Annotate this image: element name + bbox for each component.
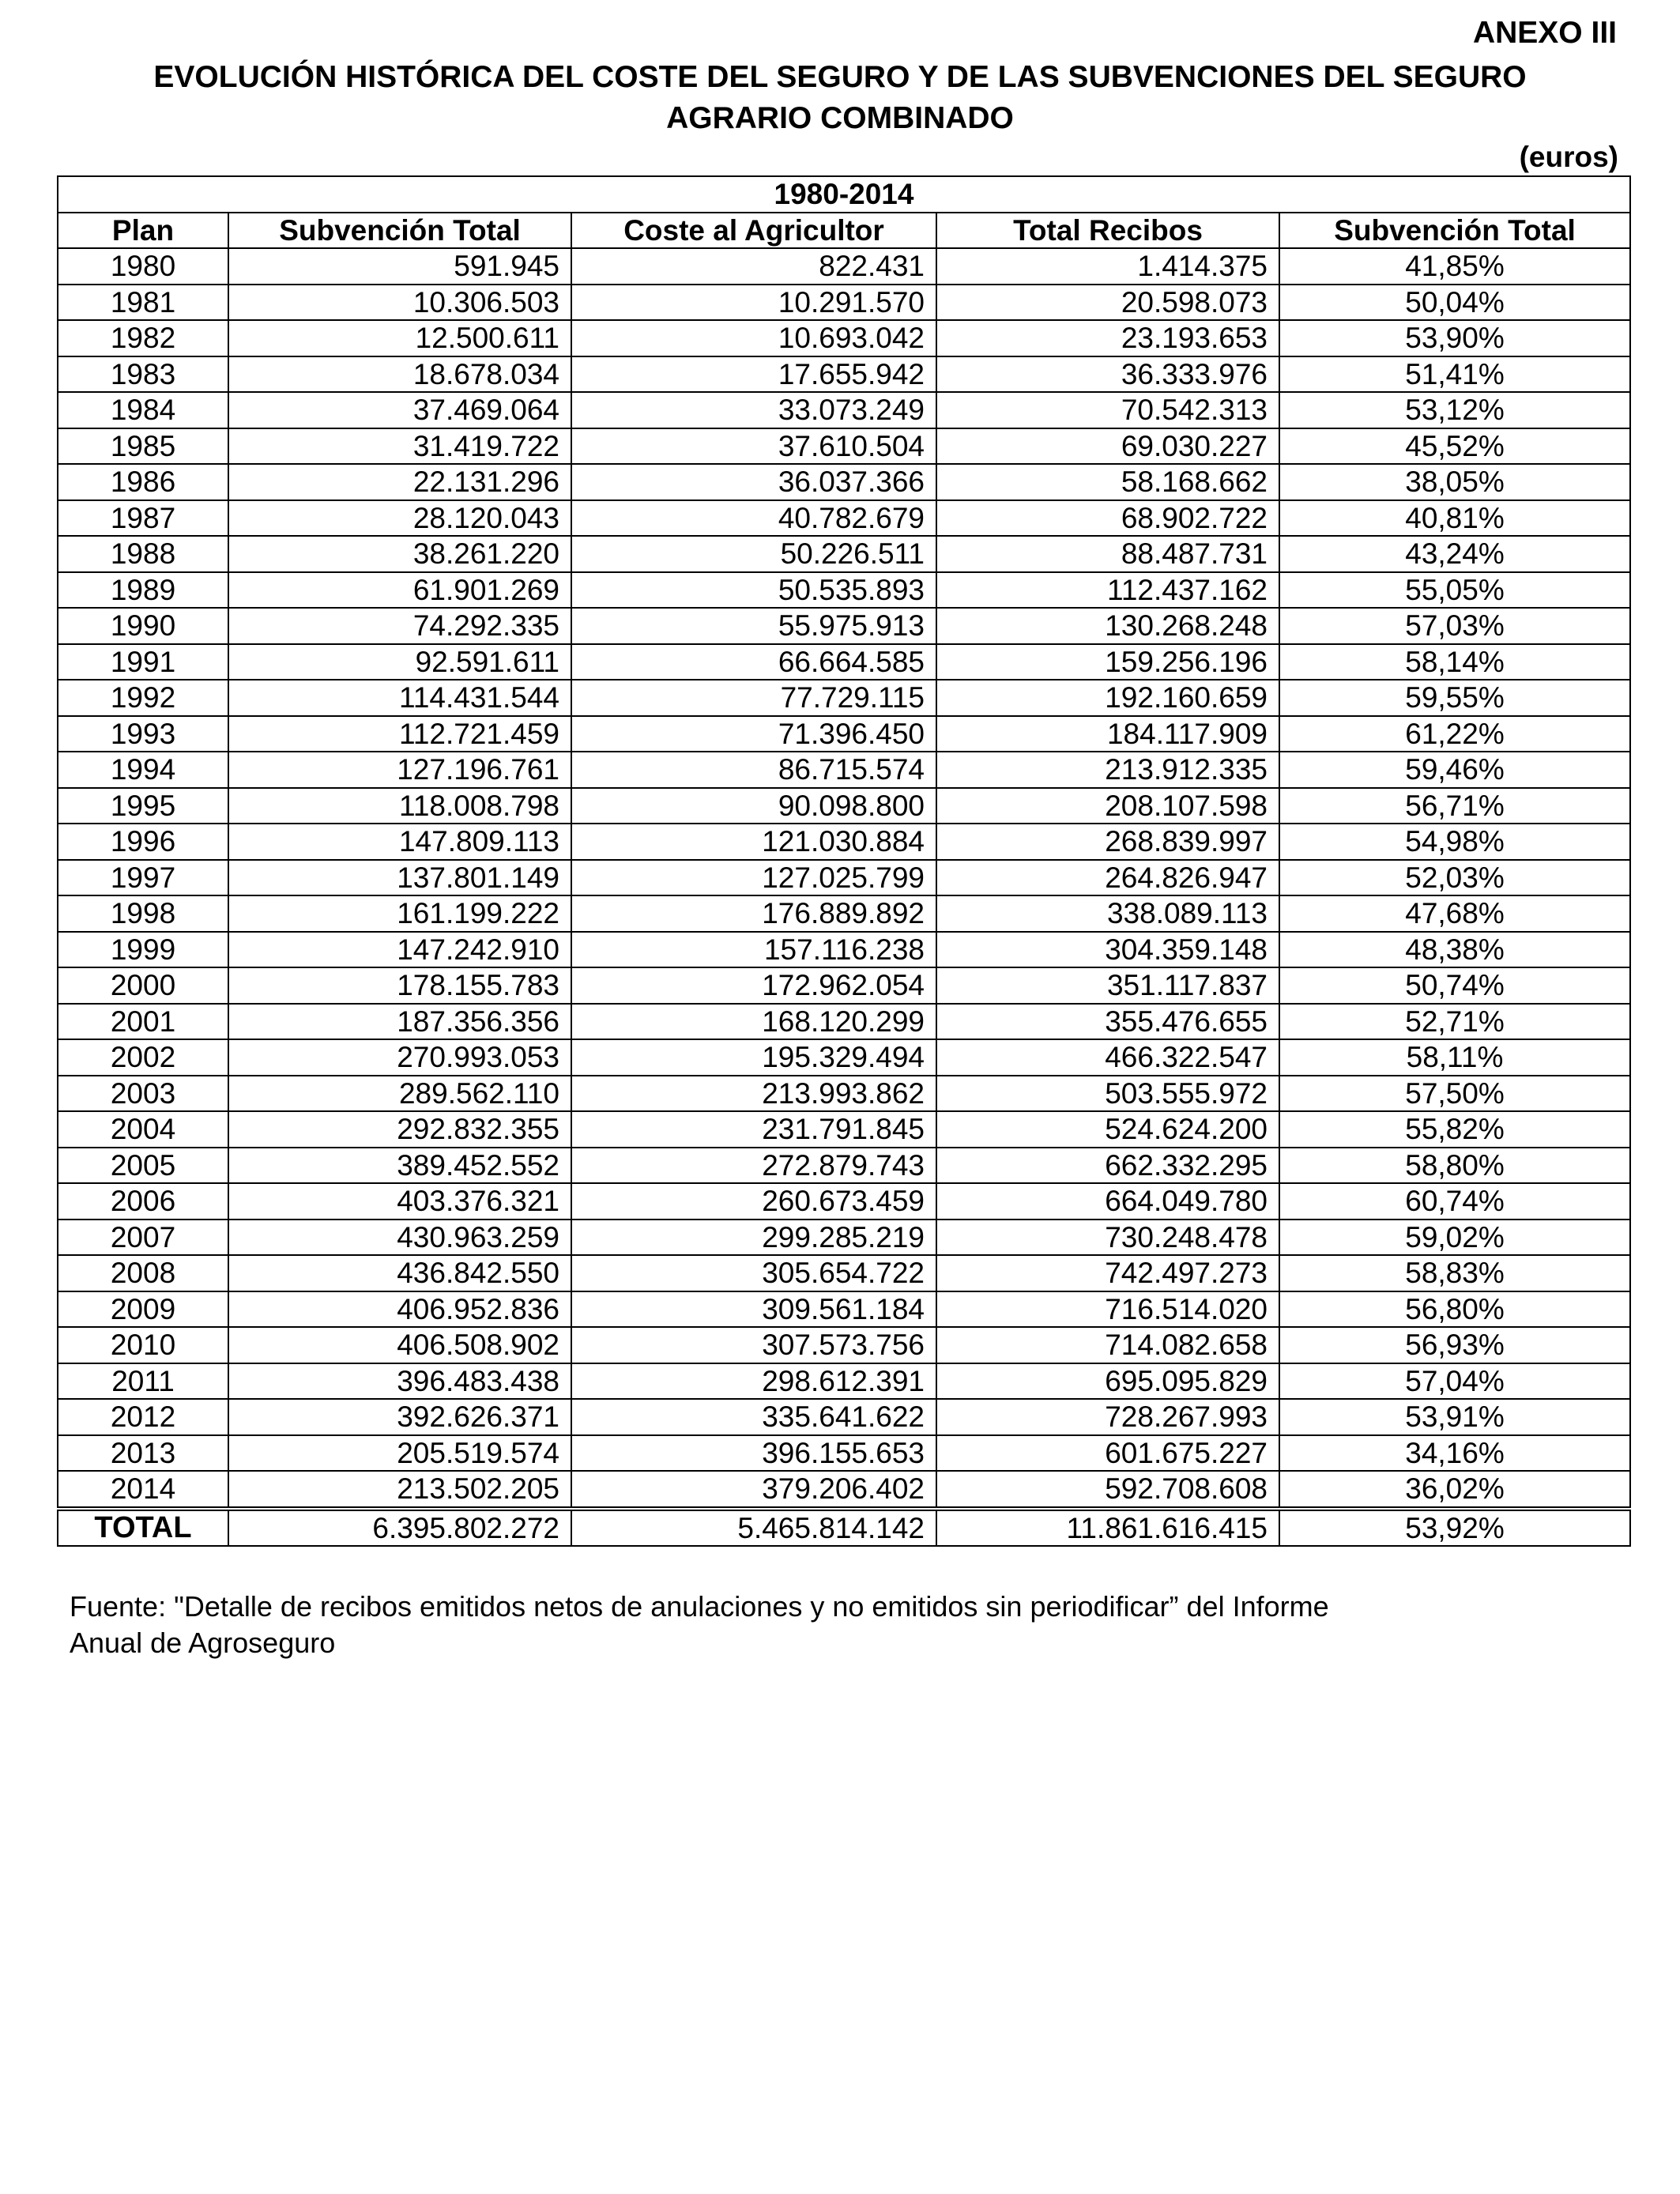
cell-subvencion: 396.483.438	[228, 1363, 571, 1400]
cell-subvencion-pct: 38,05%	[1279, 464, 1630, 500]
cell-plan: 2008	[58, 1255, 228, 1291]
cell-subvencion-pct: 57,50%	[1279, 1076, 1630, 1112]
cell-recibos: 58.168.662	[936, 464, 1279, 500]
table-body	[58, 248, 1630, 1509]
column-header-coste: Coste al Agricultor	[571, 213, 936, 249]
source-note	[70, 1589, 1571, 1661]
cell-subvencion: 137.801.149	[228, 860, 571, 896]
cell-coste: 71.396.450	[571, 716, 936, 752]
document-title	[0, 57, 1680, 139]
cell-coste: 195.329.494	[571, 1039, 936, 1076]
cell-coste: 10.291.570	[571, 285, 936, 321]
cell-plan: 2001	[58, 1004, 228, 1040]
cell-subvencion: 12.500.611	[228, 320, 571, 356]
cell-subvencion: 178.155.783	[228, 967, 571, 1004]
table-row	[58, 464, 1630, 500]
cell-subvencion-pct: 51,41%	[1279, 356, 1630, 393]
cell-subvencion-pct: 56,71%	[1279, 788, 1630, 824]
cell-plan: 1998	[58, 895, 228, 932]
cell-subvencion: 406.952.836	[228, 1291, 571, 1328]
cell-subvencion: 270.993.053	[228, 1039, 571, 1076]
cell-plan: 1991	[58, 644, 228, 680]
cell-coste: 299.285.219	[571, 1220, 936, 1256]
cell-coste: 335.641.622	[571, 1399, 936, 1435]
cell-coste: 396.155.653	[571, 1435, 936, 1472]
cell-subvencion: 127.196.761	[228, 752, 571, 788]
cell-recibos: 20.598.073	[936, 285, 1279, 321]
table-row	[58, 1291, 1630, 1328]
cell-subvencion: 31.419.722	[228, 428, 571, 465]
cell-subvencion: 187.356.356	[228, 1004, 571, 1040]
table-row	[58, 500, 1630, 537]
cell-subvencion-pct: 53,91%	[1279, 1399, 1630, 1435]
column-header-plan: Plan	[58, 213, 228, 249]
cell-recibos: 730.248.478	[936, 1220, 1279, 1256]
cell-subvencion-pct: 36,02%	[1279, 1471, 1630, 1509]
cell-coste: 77.729.115	[571, 680, 936, 716]
table-row	[58, 1471, 1630, 1509]
cell-subvencion-pct: 58,83%	[1279, 1255, 1630, 1291]
cell-coste: 213.993.862	[571, 1076, 936, 1112]
cell-coste: 379.206.402	[571, 1471, 936, 1509]
data-table	[57, 175, 1631, 1547]
table-row	[58, 285, 1630, 321]
cell-recibos: 68.902.722	[936, 500, 1279, 537]
cell-coste: 40.782.679	[571, 500, 936, 537]
table-row	[58, 1148, 1630, 1184]
cell-coste: 37.610.504	[571, 428, 936, 465]
cell-subvencion: 161.199.222	[228, 895, 571, 932]
cell-subvencion: 147.242.910	[228, 932, 571, 968]
cell-subvencion-pct: 59,55%	[1279, 680, 1630, 716]
cell-subvencion-pct: 58,14%	[1279, 644, 1630, 680]
cell-recibos: 70.542.313	[936, 392, 1279, 428]
cell-subvencion-pct: 48,38%	[1279, 932, 1630, 968]
cell-plan: 1984	[58, 392, 228, 428]
cell-coste: 50.535.893	[571, 572, 936, 609]
cell-subvencion: 147.809.113	[228, 824, 571, 860]
cell-recibos: 592.708.608	[936, 1471, 1279, 1509]
cell-recibos: 268.839.997	[936, 824, 1279, 860]
cell-recibos: 728.267.993	[936, 1399, 1279, 1435]
cell-recibos: 1.414.375	[936, 248, 1279, 285]
cell-recibos: 192.160.659	[936, 680, 1279, 716]
cell-coste: 309.561.184	[571, 1291, 936, 1328]
cell-subvencion: 392.626.371	[228, 1399, 571, 1435]
cell-coste: 307.573.756	[571, 1327, 936, 1363]
total-subvencion: 6.395.802.272	[228, 1509, 571, 1547]
table-row	[58, 1004, 1630, 1040]
cell-coste: 172.962.054	[571, 967, 936, 1004]
cell-recibos: 466.322.547	[936, 1039, 1279, 1076]
cell-subvencion: 22.131.296	[228, 464, 571, 500]
cell-subvencion-pct: 50,74%	[1279, 967, 1630, 1004]
cell-subvencion: 213.502.205	[228, 1471, 571, 1509]
cell-plan: 1983	[58, 356, 228, 393]
cell-coste: 10.693.042	[571, 320, 936, 356]
cell-plan: 2012	[58, 1399, 228, 1435]
total-subvencion-pct: 53,92%	[1279, 1509, 1630, 1547]
cell-plan: 2004	[58, 1111, 228, 1148]
cell-coste: 36.037.366	[571, 464, 936, 500]
cell-plan: 2007	[58, 1220, 228, 1256]
cell-subvencion-pct: 56,80%	[1279, 1291, 1630, 1328]
table-row	[58, 860, 1630, 896]
table-row	[58, 392, 1630, 428]
cell-plan: 1987	[58, 500, 228, 537]
cell-subvencion: 292.832.355	[228, 1111, 571, 1148]
cell-plan: 1990	[58, 608, 228, 644]
cell-recibos: 662.332.295	[936, 1148, 1279, 1184]
table-container	[57, 175, 1629, 1547]
cell-plan: 2014	[58, 1471, 228, 1509]
cell-plan: 1995	[58, 788, 228, 824]
total-label: TOTAL	[58, 1509, 228, 1547]
cell-subvencion-pct: 57,03%	[1279, 608, 1630, 644]
cell-recibos: 338.089.113	[936, 895, 1279, 932]
cell-subvencion-pct: 56,93%	[1279, 1327, 1630, 1363]
cell-recibos: 664.049.780	[936, 1183, 1279, 1220]
cell-plan: 2013	[58, 1435, 228, 1472]
cell-subvencion: 118.008.798	[228, 788, 571, 824]
cell-plan: 2000	[58, 967, 228, 1004]
table-row	[58, 824, 1630, 860]
column-header-row	[58, 213, 1630, 249]
table-row	[58, 1255, 1630, 1291]
total-row	[58, 1509, 1630, 1547]
cell-plan: 2005	[58, 1148, 228, 1184]
cell-recibos: 264.826.947	[936, 860, 1279, 896]
cell-subvencion-pct: 58,11%	[1279, 1039, 1630, 1076]
table-row	[58, 356, 1630, 393]
table-row	[58, 536, 1630, 572]
cell-subvencion: 430.963.259	[228, 1220, 571, 1256]
table-row	[58, 895, 1630, 932]
cell-coste: 55.975.913	[571, 608, 936, 644]
table-row	[58, 1327, 1630, 1363]
cell-recibos: 112.437.162	[936, 572, 1279, 609]
cell-subvencion-pct: 59,02%	[1279, 1220, 1630, 1256]
cell-plan: 1980	[58, 248, 228, 285]
title-line-1: EVOLUCIÓN HISTÓRICA DEL COSTE DEL SEGURO Y DE LAS SUBVENCIONES DEL SEGURO	[153, 60, 1527, 94]
cell-subvencion-pct: 60,74%	[1279, 1183, 1630, 1220]
cell-coste: 298.612.391	[571, 1363, 936, 1400]
column-header-subvencion: Subvención Total	[228, 213, 571, 249]
annex-label: ANEXO III	[1472, 16, 1617, 50]
table-row	[58, 1399, 1630, 1435]
cell-subvencion-pct: 45,52%	[1279, 428, 1630, 465]
cell-recibos: 355.476.655	[936, 1004, 1279, 1040]
total-coste: 5.465.814.142	[571, 1509, 936, 1547]
table-row	[58, 967, 1630, 1004]
cell-subvencion: 74.292.335	[228, 608, 571, 644]
period-header: 1980-2014	[58, 176, 1630, 213]
cell-plan: 1981	[58, 285, 228, 321]
cell-plan: 2009	[58, 1291, 228, 1328]
cell-subvencion: 112.721.459	[228, 716, 571, 752]
table-row	[58, 248, 1630, 285]
cell-recibos: 69.030.227	[936, 428, 1279, 465]
cell-subvencion-pct: 43,24%	[1279, 536, 1630, 572]
cell-subvencion: 38.261.220	[228, 536, 571, 572]
cell-plan: 2010	[58, 1327, 228, 1363]
column-header-subvencion-pct: Subvención Total	[1279, 213, 1630, 249]
cell-coste: 50.226.511	[571, 536, 936, 572]
cell-plan: 1986	[58, 464, 228, 500]
cell-coste: 17.655.942	[571, 356, 936, 393]
table-row	[58, 1039, 1630, 1076]
cell-subvencion: 406.508.902	[228, 1327, 571, 1363]
cell-subvencion-pct: 53,12%	[1279, 392, 1630, 428]
cell-plan: 1989	[58, 572, 228, 609]
cell-coste: 168.120.299	[571, 1004, 936, 1040]
cell-subvencion-pct: 57,04%	[1279, 1363, 1630, 1400]
cell-recibos: 213.912.335	[936, 752, 1279, 788]
cell-coste: 822.431	[571, 248, 936, 285]
column-header-recibos: Total Recibos	[936, 213, 1279, 249]
cell-recibos: 742.497.273	[936, 1255, 1279, 1291]
table-row	[58, 572, 1630, 609]
title-line-2: AGRARIO COMBINADO	[666, 101, 1014, 135]
cell-recibos: 130.268.248	[936, 608, 1279, 644]
cell-recibos: 184.117.909	[936, 716, 1279, 752]
cell-subvencion-pct: 34,16%	[1279, 1435, 1630, 1472]
cell-subvencion: 114.431.544	[228, 680, 571, 716]
cell-recibos: 695.095.829	[936, 1363, 1279, 1400]
table-row	[58, 680, 1630, 716]
cell-coste: 272.879.743	[571, 1148, 936, 1184]
cell-subvencion: 289.562.110	[228, 1076, 571, 1112]
cell-subvencion: 403.376.321	[228, 1183, 571, 1220]
cell-subvencion: 389.452.552	[228, 1148, 571, 1184]
cell-subvencion-pct: 52,03%	[1279, 860, 1630, 896]
cell-plan: 1993	[58, 716, 228, 752]
cell-subvencion: 92.591.611	[228, 644, 571, 680]
cell-subvencion: 61.901.269	[228, 572, 571, 609]
cell-subvencion-pct: 59,46%	[1279, 752, 1630, 788]
cell-subvencion-pct: 40,81%	[1279, 500, 1630, 537]
cell-coste: 231.791.845	[571, 1111, 936, 1148]
cell-coste: 121.030.884	[571, 824, 936, 860]
cell-subvencion-pct: 61,22%	[1279, 716, 1630, 752]
cell-coste: 33.073.249	[571, 392, 936, 428]
cell-recibos: 503.555.972	[936, 1076, 1279, 1112]
table-row	[58, 1363, 1630, 1400]
cell-coste: 90.098.800	[571, 788, 936, 824]
cell-coste: 66.664.585	[571, 644, 936, 680]
table-row	[58, 1111, 1630, 1148]
table-row	[58, 1220, 1630, 1256]
cell-subvencion: 28.120.043	[228, 500, 571, 537]
cell-plan: 1996	[58, 824, 228, 860]
cell-subvencion: 18.678.034	[228, 356, 571, 393]
cell-recibos: 716.514.020	[936, 1291, 1279, 1328]
source-line-2: Anual de Agroseguro	[70, 1627, 336, 1659]
cell-plan: 2003	[58, 1076, 228, 1112]
table-row	[58, 608, 1630, 644]
source-line-1: Fuente: "Detalle de recibos emitidos netos de anulaciones y no emitidos sin periodificar” del Informe	[70, 1590, 1329, 1623]
units-label: (euros)	[1519, 141, 1618, 173]
cell-subvencion: 37.469.064	[228, 392, 571, 428]
cell-recibos: 351.117.837	[936, 967, 1279, 1004]
cell-subvencion-pct: 58,80%	[1279, 1148, 1630, 1184]
cell-subvencion: 436.842.550	[228, 1255, 571, 1291]
cell-plan: 1992	[58, 680, 228, 716]
cell-recibos: 601.675.227	[936, 1435, 1279, 1472]
table-row	[58, 428, 1630, 465]
cell-plan: 1994	[58, 752, 228, 788]
cell-recibos: 208.107.598	[936, 788, 1279, 824]
cell-plan: 1988	[58, 536, 228, 572]
cell-subvencion-pct: 55,05%	[1279, 572, 1630, 609]
cell-coste: 305.654.722	[571, 1255, 936, 1291]
cell-recibos: 159.256.196	[936, 644, 1279, 680]
cell-plan: 1997	[58, 860, 228, 896]
cell-subvencion-pct: 52,71%	[1279, 1004, 1630, 1040]
cell-recibos: 714.082.658	[936, 1327, 1279, 1363]
cell-recibos: 304.359.148	[936, 932, 1279, 968]
total-recibos: 11.861.616.415	[936, 1509, 1279, 1547]
table-row	[58, 752, 1630, 788]
table-row	[58, 1076, 1630, 1112]
cell-subvencion: 205.519.574	[228, 1435, 571, 1472]
cell-coste: 86.715.574	[571, 752, 936, 788]
table-row	[58, 716, 1630, 752]
cell-coste: 260.673.459	[571, 1183, 936, 1220]
cell-coste: 176.889.892	[571, 895, 936, 932]
cell-subvencion: 591.945	[228, 248, 571, 285]
table-row	[58, 320, 1630, 356]
cell-subvencion-pct: 53,90%	[1279, 320, 1630, 356]
cell-plan: 2002	[58, 1039, 228, 1076]
cell-recibos: 23.193.653	[936, 320, 1279, 356]
cell-recibos: 36.333.976	[936, 356, 1279, 393]
period-row	[58, 176, 1630, 213]
cell-plan: 1982	[58, 320, 228, 356]
cell-plan: 1985	[58, 428, 228, 465]
cell-coste: 157.116.238	[571, 932, 936, 968]
table-row	[58, 788, 1630, 824]
table-row	[58, 932, 1630, 968]
cell-subvencion-pct: 55,82%	[1279, 1111, 1630, 1148]
cell-subvencion-pct: 50,04%	[1279, 285, 1630, 321]
cell-subvencion-pct: 54,98%	[1279, 824, 1630, 860]
table-row	[58, 1183, 1630, 1220]
cell-subvencion: 10.306.503	[228, 285, 571, 321]
cell-plan: 2006	[58, 1183, 228, 1220]
table-row	[58, 644, 1630, 680]
cell-plan: 2011	[58, 1363, 228, 1400]
cell-coste: 127.025.799	[571, 860, 936, 896]
cell-subvencion-pct: 41,85%	[1279, 248, 1630, 285]
cell-recibos: 88.487.731	[936, 536, 1279, 572]
cell-subvencion-pct: 47,68%	[1279, 895, 1630, 932]
table-row	[58, 1435, 1630, 1472]
cell-plan: 1999	[58, 932, 228, 968]
cell-recibos: 524.624.200	[936, 1111, 1279, 1148]
